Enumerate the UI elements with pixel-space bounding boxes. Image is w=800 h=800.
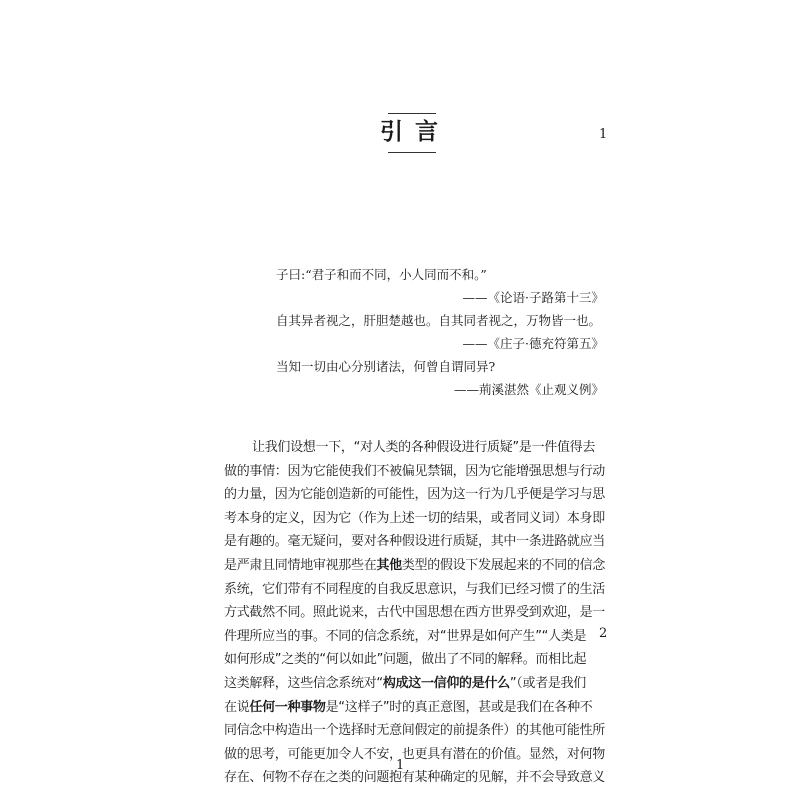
body-line	[224, 672, 598, 696]
body-text-segment: 是“这样子”时的真正意图，甚或是我们在各种不	[325, 699, 593, 715]
body-text-segment: 类型的假设下发展起来的不同的信念	[401, 557, 606, 573]
body-line: 是有趣的。毫无疑问，要对各种假设进行质疑，其中一条进路就应当	[224, 534, 606, 550]
body-line: 的力量，因为它能创造新的可能性，因为这一行为几乎便是学习与思	[224, 487, 606, 503]
epigraph-block	[276, 263, 604, 401]
body-line: 同信念中构造出一个选择时无意间假定的前提条件）的其他可能性所	[224, 723, 606, 739]
emphasis-text: 其他	[376, 557, 402, 573]
epigraph-source: ——荊溪湛然《止观义例》	[453, 382, 604, 397]
body-line: 存在、何物不存在之类的问题抱有某种确定的见解，并不会导致意义	[224, 770, 606, 786]
page-number: 1	[396, 758, 405, 773]
body-text-segment: 是严肃且同情地审视那些在	[224, 557, 377, 573]
emphasis-text: 任何一种事物	[249, 699, 326, 715]
body-text-segment: 在说	[224, 699, 250, 715]
epigraph-source: ——《庄子·德充符第五》	[462, 336, 604, 351]
body-line: 考本身的定义，因为它（作为上述一切的结果，或者同义词）本身即	[224, 510, 606, 526]
body-text-segment: 这类解释，这些信念系统对“	[224, 675, 383, 691]
chapter-title: 引言	[380, 118, 450, 145]
body-line	[224, 554, 606, 578]
title-rule-top	[388, 113, 436, 114]
epigraph-source: ——《论语·子路第十三》	[462, 290, 604, 305]
body-text-segment: ”（或者是我们	[509, 675, 586, 691]
body-paragraph	[224, 436, 606, 790]
body-line: 让我们设想一下，“对人类的各种假设进行质疑”是一件值得去	[252, 440, 596, 455]
body-line: 如何形成”之类的“何以如此”问题，做出了不同的解释。而相比起	[224, 652, 587, 668]
margin-page-number: 2	[599, 626, 608, 641]
body-line: 方式截然不同。照此说来，古代中国思想在西方世界受到欢迎，是一	[224, 605, 606, 621]
epigraph-quote: 自其异者视之，肝胆楚越也。自其同者视之，万物皆一也。	[276, 313, 602, 328]
body-line: 做的事情：因为它能使我们不被偏见禁锢，因为它能增强思想与行动	[224, 463, 606, 479]
margin-page-number: 1	[599, 127, 608, 142]
emphasis-text: 构成这一信仰的是什么	[382, 675, 510, 691]
epigraph-quote: 当知一切由心分别诸法，何曾自谓同异?	[276, 359, 496, 374]
body-line	[224, 696, 598, 720]
epigraph-quote: 子曰:“君子和而不同，小人同而不和。”	[276, 267, 487, 282]
body-line: 做的思考，可能更加令人不安，也更具有潜在的价值。显然，对何物	[224, 746, 606, 762]
title-rule-bottom	[388, 152, 436, 153]
body-line: 件理所应当的事。不同的信念系统，对“世界是如何产生”“人类是	[224, 628, 587, 644]
body-line: 系统，它们带有不同程度的自我反思意识，与我们已经习惯了的生活	[224, 581, 606, 597]
